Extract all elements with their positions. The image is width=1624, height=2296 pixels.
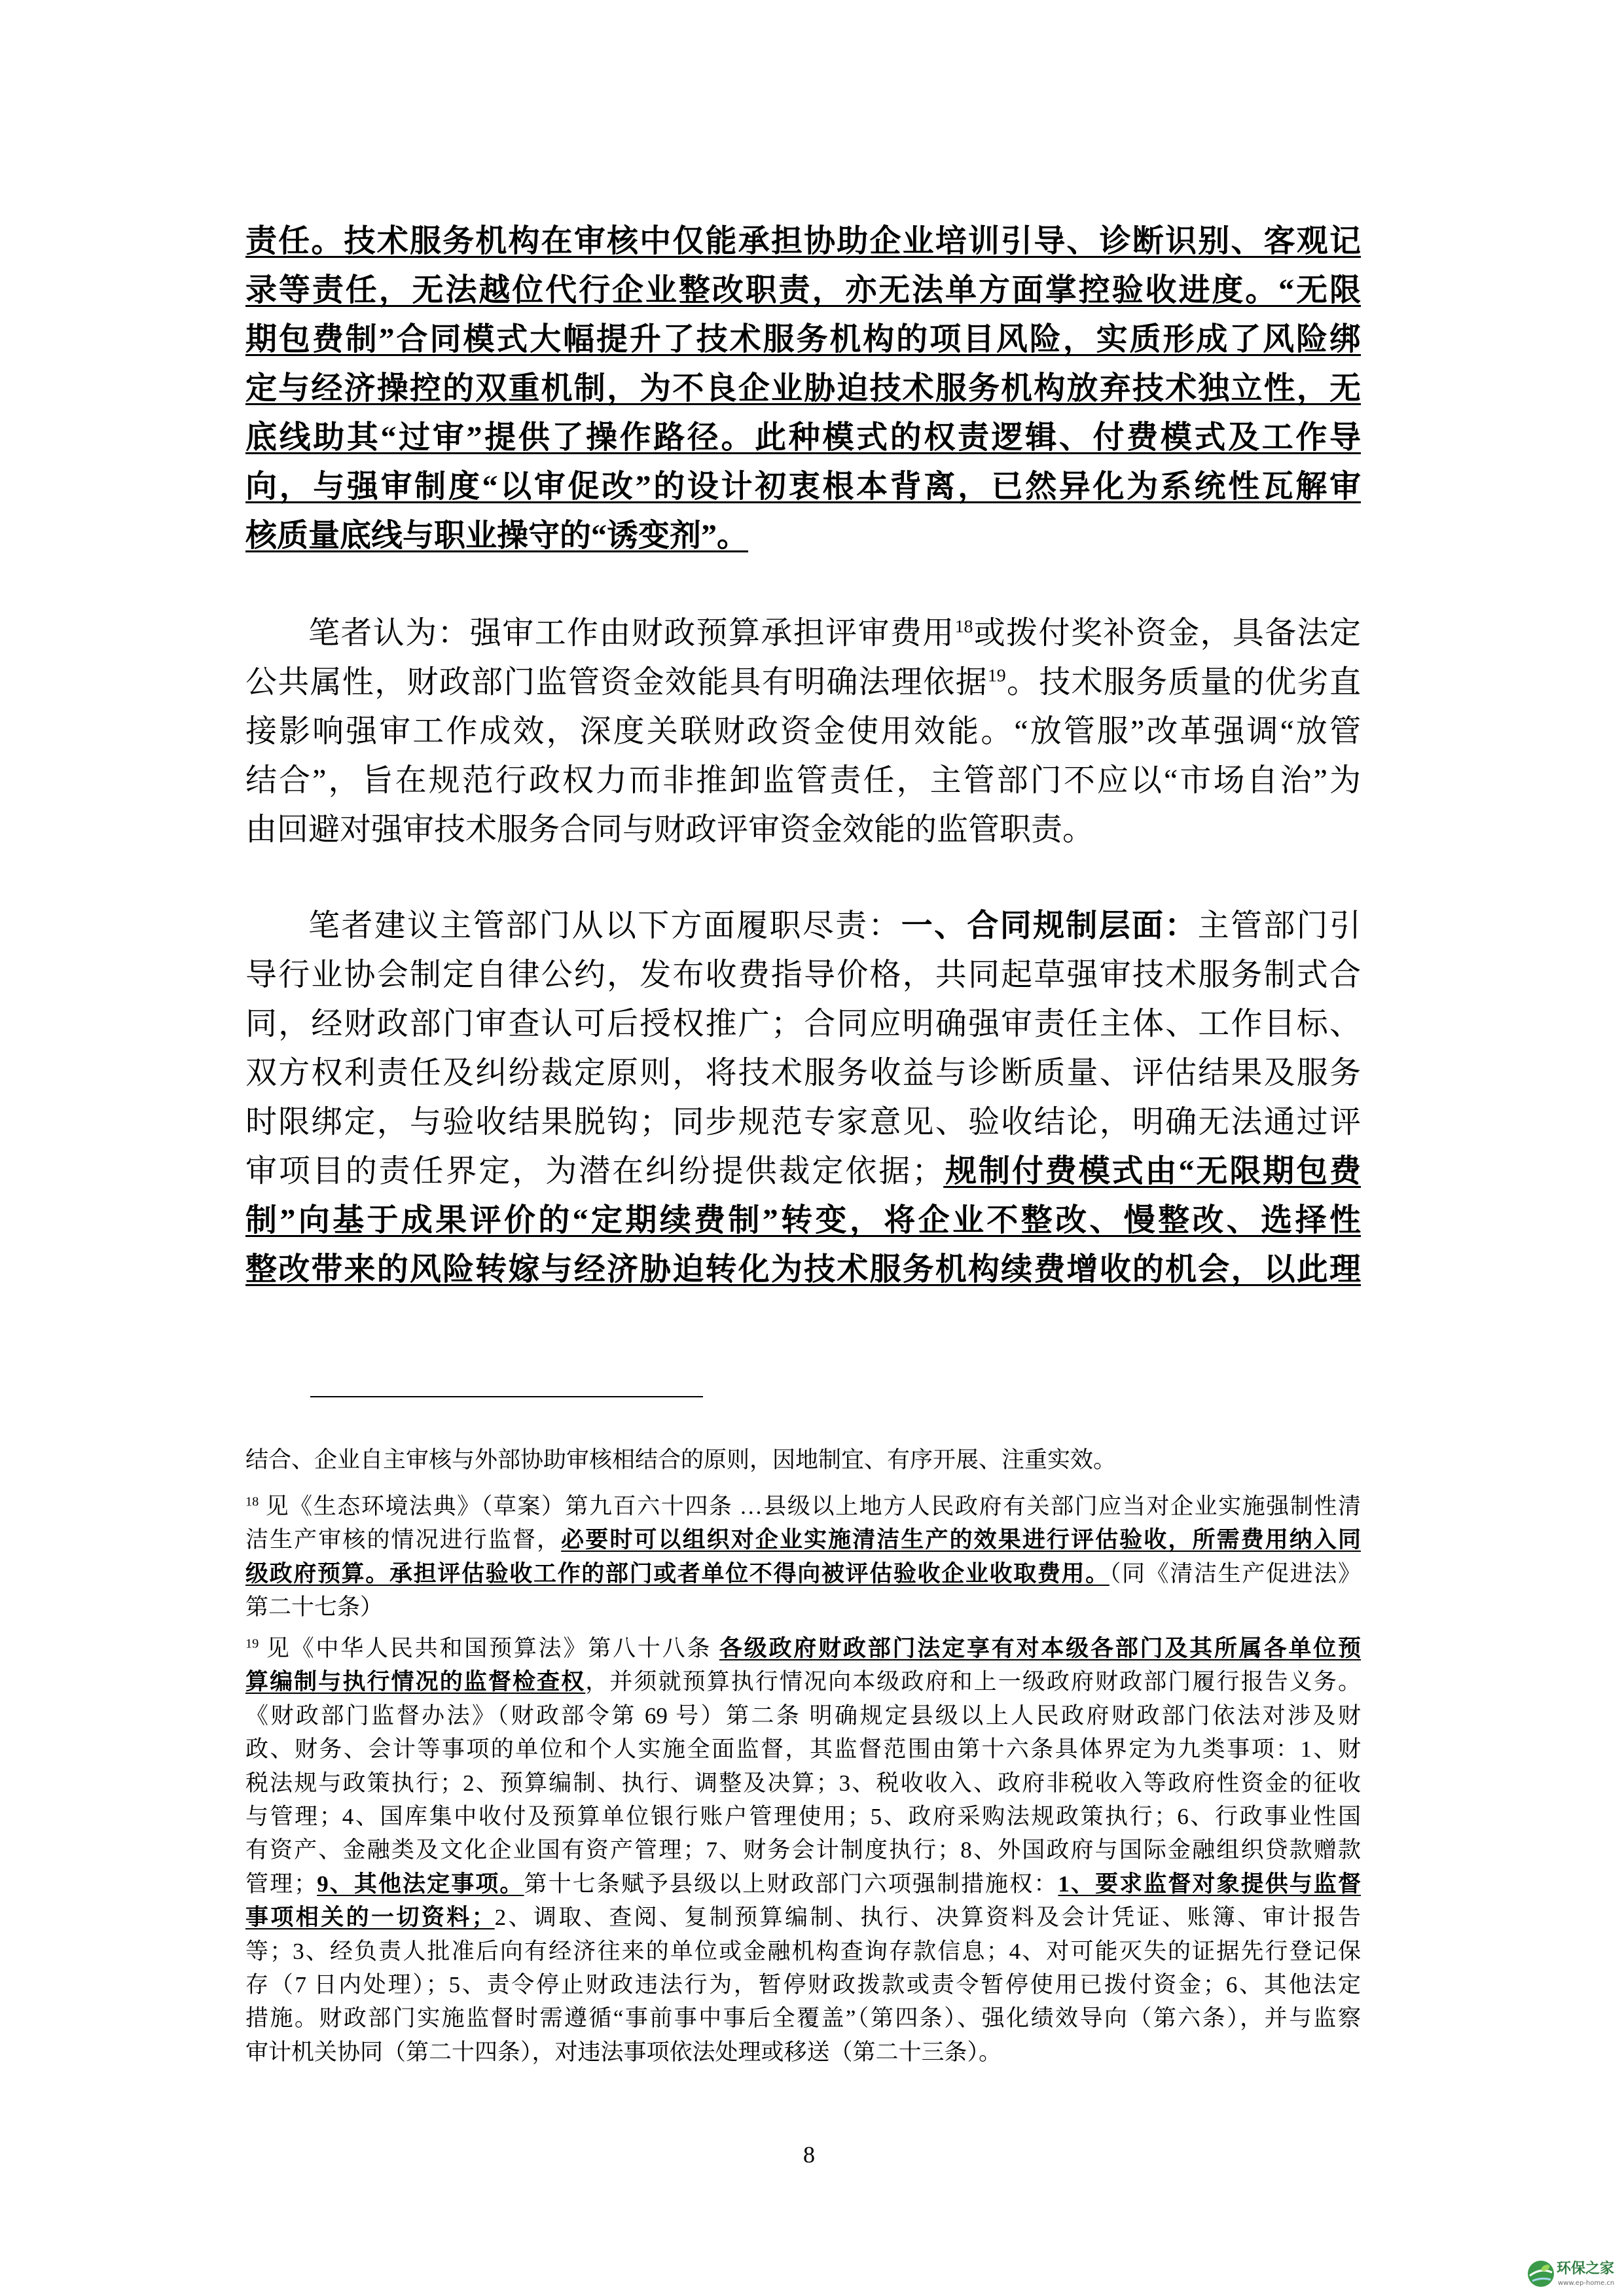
text-line <box>245 1490 1361 1523</box>
text-run: 审计机关协同（第二十四条），对违法事项依法处理或移送（第二十三条）。 <box>245 2039 1002 2065</box>
watermark-url: www.ep-home.cn <box>1558 2280 1615 2287</box>
footnote-18 <box>245 1490 1361 1624</box>
page-number: 8 <box>803 2142 815 2168</box>
emphasized-text-run: 整改带来的风险转嫁与经济胁迫转化为技术服务机构续费增收的机会，以此理 <box>245 1252 1361 1287</box>
text-line <box>245 462 1361 511</box>
text-line <box>245 707 1361 756</box>
emphasized-text-run: 核质量底线与职业操守的“诱变剂”。 <box>245 518 749 553</box>
text-run: 见《生态环境法典》（草案）第九百六十四条 …县级以上地方人民政府有关部门应当对企业实施强制性清 <box>259 1494 1361 1519</box>
text-line <box>245 1523 1361 1556</box>
text-run: 第二十七条） <box>245 1594 384 1621</box>
emphasized-text-run: 一、合同规制层面： <box>901 908 1198 943</box>
text-run: 主管部门引 <box>1197 908 1361 943</box>
text-run: 笔者建议主管部门从以下方面履职尽责： <box>308 908 901 943</box>
text-line <box>245 609 1361 658</box>
text-run: 存（7 日内处理）；5、责令停止财政违法行为，暂停财政拨款或责令暂停使用已拨付资金；6、其他法定 <box>245 1972 1361 1998</box>
emphasized-text-run: 定与经济操控的双重机制，为不良企业胁迫技术服务机构放弃技术独立性，无 <box>245 371 1361 406</box>
emphasized-text-run: 事项相关的一切资料； <box>245 1905 495 1931</box>
text-line <box>245 2001 1361 2035</box>
text-run: 公共属性，财政部门监管资金效能具有明确法理依据 <box>245 665 988 700</box>
text-line <box>245 413 1361 462</box>
text-run: ，并须就预算执行情况向本级政府和上一级政府财政部门履行报告义务。 <box>585 1669 1361 1695</box>
text-line <box>245 217 1361 266</box>
emphasized-text-run: 期包费制”合同模式大幅提升了技术服务机构的项目风险，实质形成了风险绑 <box>245 322 1361 357</box>
footnote-reference: 19 <box>245 1636 259 1651</box>
footnote-19 <box>245 1632 1361 2069</box>
text-line <box>245 1732 1361 1766</box>
text-line <box>245 2036 1361 2069</box>
text-run: 双方权利责任及纠纷裁定原则，将技术服务收益与诊断质量、评估结果及服务 <box>245 1056 1361 1090</box>
text-line <box>245 266 1361 315</box>
emphasized-text-run: 底线助其“过审”提供了操作路径。此种模式的权责逻辑、付费模式及工作导 <box>245 420 1361 455</box>
text-run: 同，经财政部门审查认可后授权推广；合同应明确强审责任主体、工作目标、 <box>245 1007 1361 1041</box>
text-run: 措施。财政部门实施监督时需遵循“事前事中事后全覆盖”（第四条）、强化绩效导向（第六条），并与监察 <box>245 2005 1361 2032</box>
text-run: 管理； <box>245 1871 317 1897</box>
text-line <box>245 950 1361 999</box>
globe-leaf-icon <box>1526 2259 1555 2288</box>
text-run: 结合”，旨在规范行政权力而非推卸监管责任，主管部门不应以“市场自治”为 <box>245 763 1361 798</box>
text-line <box>245 1245 1361 1294</box>
text-line <box>245 511 1361 560</box>
text-run: 等；3、经负责人批准后向有经济往来的单位或金融机构查询存款信息；4、对可能灭失的证据先行登记保 <box>245 1938 1361 1964</box>
text-line <box>245 901 1361 950</box>
footnote-reference: 18 <box>245 1494 259 1509</box>
emphasized-text-run: 算编制与执行情况的监督检查权 <box>245 1669 586 1695</box>
emphasized-text-run: 必要时可以组织对企业实施清洁生产的效果进行评估验收，所需费用纳入同 <box>561 1527 1361 1553</box>
text-run: 政、财务、会计等事项的单位和个人实施全面监督，其监督范围由第十六条具体界定为九类事项：1、财 <box>245 1736 1361 1763</box>
text-line <box>245 1935 1361 1968</box>
body-paragraph-2 <box>245 609 1361 854</box>
text-run: 或拨付奖补资金，具备法定 <box>973 616 1361 651</box>
emphasized-text-run: 制”向基于成果评价的“定期续费制”转变，将企业不整改、慢整改、选择性 <box>245 1203 1361 1238</box>
text-run: 见《中华人民共和国预算法》第八十八条 <box>259 1636 719 1661</box>
footnote-reference: 18 <box>954 617 973 637</box>
text-run: 导行业协会制定自律公约，发布收费指导价格，共同起草强审技术服务制式合 <box>245 958 1361 992</box>
text-line <box>245 1901 1361 1934</box>
emphasized-text-run: 各级政府财政部门法定享有对本级各部门及其所属各单位预 <box>719 1636 1361 1661</box>
text-line <box>245 1833 1361 1867</box>
body-paragraph-1 <box>245 217 1361 560</box>
text-line <box>245 1196 1361 1245</box>
text-run: 《财政部门监督办法》（财政部令第 69 号）第二条 明确规定县级以上人民政府财政部门依法对涉及财 <box>245 1702 1361 1729</box>
text-line <box>245 1557 1361 1590</box>
footnote-continuation <box>245 1443 1361 1477</box>
text-line <box>245 1049 1361 1098</box>
emphasized-text-run: 向，与强审制度“以审促改”的设计初衷根本背离，已然异化为系统性瓦解审 <box>245 469 1361 504</box>
emphasized-text-run: 9、其他法定事项。 <box>317 1871 524 1897</box>
text-line <box>245 805 1361 854</box>
text-run: 2、调取、查阅、复制预算编制、执行、决算资料及会计凭证、账簿、审计报告 <box>494 1905 1361 1931</box>
text-line <box>245 1632 1361 1665</box>
emphasized-text-run: 1、要求监督对象提供与监督 <box>1058 1871 1361 1897</box>
text-run: 。技术服务质量的优劣直 <box>1005 665 1361 700</box>
emphasized-text-run: 录等责任，无法越位代行企业整改职责，亦无法单方面掌控验收进度。“无限 <box>245 273 1361 308</box>
text-line <box>245 1867 1361 1901</box>
text-run: 与管理；4、国库集中收付及预算单位银行账户管理使用；5、政府采购法规政策执行；6、行政事业性国 <box>245 1804 1361 1830</box>
text-run: 时限绑定，与验收结果脱钩；同步规范专家意见、验收结论，明确无法通过评 <box>245 1105 1361 1139</box>
text-run: 洁生产审核的情况进行监督， <box>245 1527 562 1553</box>
text-line <box>245 1147 1361 1196</box>
text-line <box>245 1665 1361 1698</box>
text-line <box>245 1699 1361 1732</box>
text-line <box>245 658 1361 707</box>
text-run: 有资产、金融类及文化企业国有资产管理；7、财务会计制度执行；8、外国政府与国际金融组织贷款赠款 <box>245 1837 1361 1863</box>
text-run: 审项目的责任界定，为潜在纠纷提供裁定依据； <box>245 1154 944 1189</box>
text-run: （同《清洁生产促进法》 <box>1109 1560 1361 1587</box>
text-line <box>245 1443 1361 1477</box>
emphasized-text-run: 级政府预算。承担评估验收工作的部门或者单位不得向被评估验收企业收取费用。 <box>245 1560 1110 1587</box>
text-line <box>245 1767 1361 1800</box>
body-paragraph-3 <box>245 901 1361 1294</box>
text-run: 税法规与政策执行；2、预算编制、执行、调整及决算；3、税收收入、政府非税收入等政府性资金的征收 <box>245 1770 1361 1796</box>
text-run: 结合、企业自主审核与外部协助审核相结合的原则，因地制宜、有序开展、注重实效。 <box>245 1447 1117 1473</box>
text-line <box>245 1968 1361 2001</box>
watermark-logo <box>1526 2258 1619 2292</box>
text-line <box>245 1098 1361 1147</box>
emphasized-text-run: 责任。技术服务机构在审核中仅能承担协助企业培训引导、诊断识别、客观记 <box>245 224 1361 259</box>
text-run: 第十七条赋予县级以上财政部门六项强制措施权： <box>524 1871 1058 1897</box>
text-run: 由回避对强审技术服务合同与财政评审资金效能的监管职责。 <box>245 812 1094 847</box>
footnote-separator <box>310 1396 703 1397</box>
emphasized-text-run: 规制付费模式由“无限期包费 <box>943 1154 1361 1189</box>
text-line <box>245 1590 1361 1624</box>
text-line <box>245 315 1361 364</box>
text-line <box>245 756 1361 805</box>
footnote-reference: 19 <box>987 666 1006 686</box>
text-line <box>245 364 1361 413</box>
text-line <box>245 1800 1361 1833</box>
watermark-brand: 环保之家 <box>1557 2261 1615 2277</box>
text-run: 笔者认为：强审工作由财政预算承担评审费用 <box>308 616 955 651</box>
text-line <box>245 999 1361 1049</box>
text-run: 接影响强审工作成效，深度关联财政资金使用效能。“放管服”改革强调“放管 <box>245 714 1361 749</box>
